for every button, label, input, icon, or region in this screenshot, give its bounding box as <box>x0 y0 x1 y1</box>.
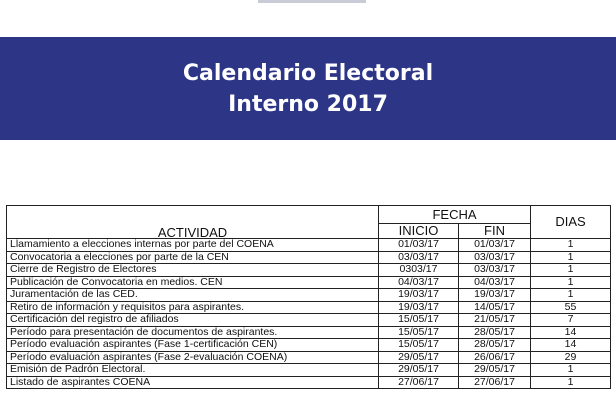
days-cell: 1 <box>531 364 611 377</box>
start-date-cell: 29/05/17 <box>379 351 459 364</box>
end-date-cell: 21/05/17 <box>459 314 531 327</box>
activity-cell: Llamamiento a elecciones internas por parte del COENA <box>7 239 379 252</box>
end-date-cell: 29/05/17 <box>459 364 531 377</box>
table-row <box>7 276 611 289</box>
days-cell: 14 <box>531 339 611 352</box>
start-date-cell: 04/03/17 <box>379 276 459 289</box>
table-row <box>7 264 611 277</box>
end-date-cell: 28/05/17 <box>459 326 531 339</box>
start-date-cell: 01/03/17 <box>379 239 459 252</box>
table-row <box>7 301 611 314</box>
start-date-cell: 19/03/17 <box>379 289 459 302</box>
electoral-calendar-table <box>6 205 611 389</box>
activity-cell: Publicación de Convocatoria en medios. CEN <box>7 276 379 289</box>
start-date-cell: 27/06/17 <box>379 376 459 389</box>
table-row <box>7 239 611 252</box>
start-date-cell: 15/05/17 <box>379 314 459 327</box>
end-date-cell: 03/03/17 <box>459 251 531 264</box>
activity-cell: Emisión de Padrón Electoral. <box>7 364 379 377</box>
end-date-cell: 27/06/17 <box>459 376 531 389</box>
header-inicio: INICIO <box>379 224 459 239</box>
activity-cell: Período evaluación aspirantes (Fase 1-certificación CEN) <box>7 339 379 352</box>
start-date-cell: 03/03/17 <box>379 251 459 264</box>
days-cell: 14 <box>531 326 611 339</box>
page-title-line-2: Interno 2017 <box>228 92 388 117</box>
end-date-cell: 28/05/17 <box>459 339 531 352</box>
days-cell: 1 <box>531 289 611 302</box>
activity-cell: Retiro de información y requisitos para aspirantes. <box>7 301 379 314</box>
days-cell: 1 <box>531 376 611 389</box>
table-row <box>7 339 611 352</box>
activity-cell: Certificación del registro de afiliados <box>7 314 379 327</box>
end-date-cell: 03/03/17 <box>459 264 531 277</box>
end-date-cell: 19/03/17 <box>459 289 531 302</box>
header-actividad: ACTIVIDAD <box>7 206 379 239</box>
start-date-cell: 19/03/17 <box>379 301 459 314</box>
table-row <box>7 351 611 364</box>
header-dias: DIAS <box>531 206 611 239</box>
days-cell: 55 <box>531 301 611 314</box>
days-cell: 1 <box>531 264 611 277</box>
header-fin: FIN <box>459 224 531 239</box>
activity-cell: Período para presentación de documentos de aspirantes. <box>7 326 379 339</box>
days-cell: 1 <box>531 239 611 252</box>
table-body <box>7 239 611 389</box>
end-date-cell: 01/03/17 <box>459 239 531 252</box>
table-row <box>7 326 611 339</box>
start-date-cell: 15/05/17 <box>379 326 459 339</box>
days-cell: 1 <box>531 251 611 264</box>
start-date-cell: 29/05/17 <box>379 364 459 377</box>
table-row <box>7 314 611 327</box>
page-title-line-1: Calendario Electoral <box>182 61 434 86</box>
top-decorative-strip <box>258 0 366 3</box>
activity-cell: Juramentación de las CED. <box>7 289 379 302</box>
days-cell: 29 <box>531 351 611 364</box>
page-title <box>0 58 616 120</box>
table-row <box>7 364 611 377</box>
header-fecha: FECHA <box>379 206 531 224</box>
table-row <box>7 251 611 264</box>
activity-cell: Período evaluación aspirantes (Fase 2-evaluación COENA) <box>7 351 379 364</box>
start-date-cell: 0303/17 <box>379 264 459 277</box>
activity-cell: Listado de aspirantes COENA <box>7 376 379 389</box>
table-row <box>7 289 611 302</box>
days-cell: 7 <box>531 314 611 327</box>
end-date-cell: 04/03/17 <box>459 276 531 289</box>
end-date-cell: 26/06/17 <box>459 351 531 364</box>
end-date-cell: 14/05/17 <box>459 301 531 314</box>
days-cell: 1 <box>531 276 611 289</box>
start-date-cell: 15/05/17 <box>379 339 459 352</box>
activity-cell: Cierre de Registro de Electores <box>7 264 379 277</box>
activity-cell: Convocatoria a elecciones por parte de la CEN <box>7 251 379 264</box>
table-row <box>7 376 611 389</box>
